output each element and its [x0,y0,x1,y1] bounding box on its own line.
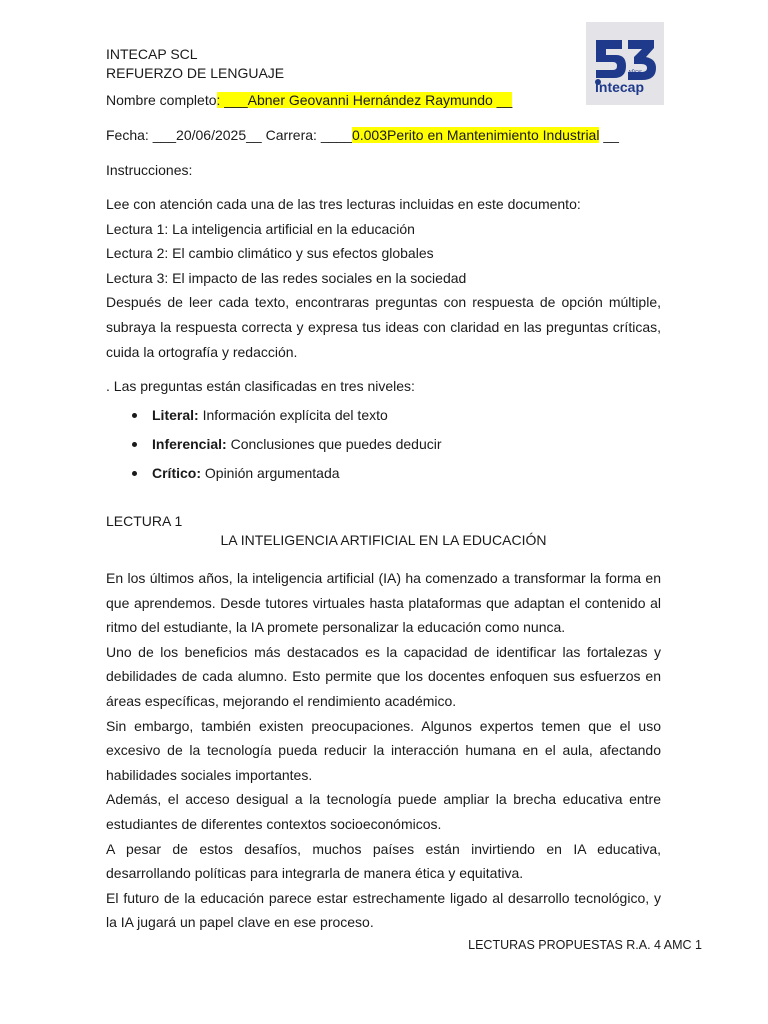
level-item [106,464,442,493]
name-label: Nombre completo [106,92,217,108]
date-text: Fecha: ___20/06/2025__ Carrera: ____ [106,127,352,143]
levels-list [106,406,442,493]
reading-item: Lectura 3: El impacto de las redes sociales en la sociedad [106,269,467,286]
lectura-paragraph: Además, el acceso desigual a la tecnología puede ampliar la brecha educativa entre estudiantes de diferentes contextos socioeconómicos. [106,791,661,832]
levels-intro: . Las preguntas están clasificadas en tres niveles: [106,378,415,394]
level-desc: Conclusiones que puedes deducir [226,436,442,452]
level-item [106,406,442,435]
lectura-label: LECTURA 1 [106,513,183,529]
bullet-icon [132,442,137,447]
level-term: Crítico: [152,465,201,481]
reading-item: Lectura 1: La inteligencia artificial en la educación [106,220,415,237]
bullet-icon [132,413,137,418]
bullet-icon [132,471,137,476]
lectura-paragraph: Sin embargo, también existen preocupaciones. Algunos expertos temen que el uso excesivo de la tecnología pueda reducir la interacción humana en el aula, afectando habilidades sociales importantes. [106,717,661,783]
level-term: Inferencial: [152,436,227,452]
level-item [106,435,442,464]
name-field [106,92,512,108]
logo-years-text: AÑOS [628,70,643,76]
career-tail: __ [599,127,619,143]
level-desc: Opinión argumentada [201,465,340,481]
instructions-intro: Lee con atención cada una de las tres lecturas incluidas en este documento: [106,196,581,212]
career-value: 0.003Perito en Mantenimiento Industrial [351,127,600,143]
reading-item: Lectura 2: El cambio climático y sus efectos globales [106,245,434,262]
document-header [106,45,284,83]
lectura-title: LA INTELIGENCIA ARTIFICIAL EN LA EDUCACIÓN [220,532,547,548]
page-footer: LECTURAS PROPUESTAS R.A. 4 AMC 1 [468,938,702,952]
instructions-after: Después de leer cada texto, encontraras preguntas con respuesta de opción múltiple, subraya la respuesta correcta y expresa tus ideas con claridad en las preguntas críticas, cuida la ortografía y redacción. [106,294,661,360]
name-value: : ___Abner Geovanni Hernández Raymundo __ [216,92,513,108]
instructions-block [106,192,661,364]
lectura-body [106,566,661,935]
org-name: INTECAP SCL [106,46,198,62]
lectura-paragraph: En los últimos años, la inteligencia artificial (IA) ha comenzado a transformar la forma en que aprendemos. Desde tutores virtuales hasta plataformas que adaptan el contenido al ritmo del estudiante, la IA promete personalizar la educación como nunca. [106,570,661,636]
lectura-paragraph: A pesar de estos desafíos, muchos países están invirtiendo en IA educativa, desarrollando políticas para integrarla de manera ética y equitativa. [106,840,661,882]
subject-name: REFUERZO DE LENGUAJE [106,65,285,81]
instructions-heading: Instrucciones: [106,162,193,178]
lectura-paragraph: El futuro de la educación parece estar estrechamente ligado al desarrollo tecnológico, y la IA jugará un papel clave en ese proceso. [106,889,661,931]
level-desc: Información explícita del texto [198,407,388,423]
logo-brand-text: intecap [595,79,645,95]
lectura-paragraph: Uno de los beneficios más destacados es la capacidad de identificar las fortalezas y debilidades de cada alumno. Esto permite que los docentes enfoquen sus esfuerzos en áreas específicas, mejorando el rendimiento académico. [106,643,661,709]
date-career-field [106,127,619,143]
intecap-53-logo [586,22,664,105]
level-term: Literal: [152,407,199,423]
